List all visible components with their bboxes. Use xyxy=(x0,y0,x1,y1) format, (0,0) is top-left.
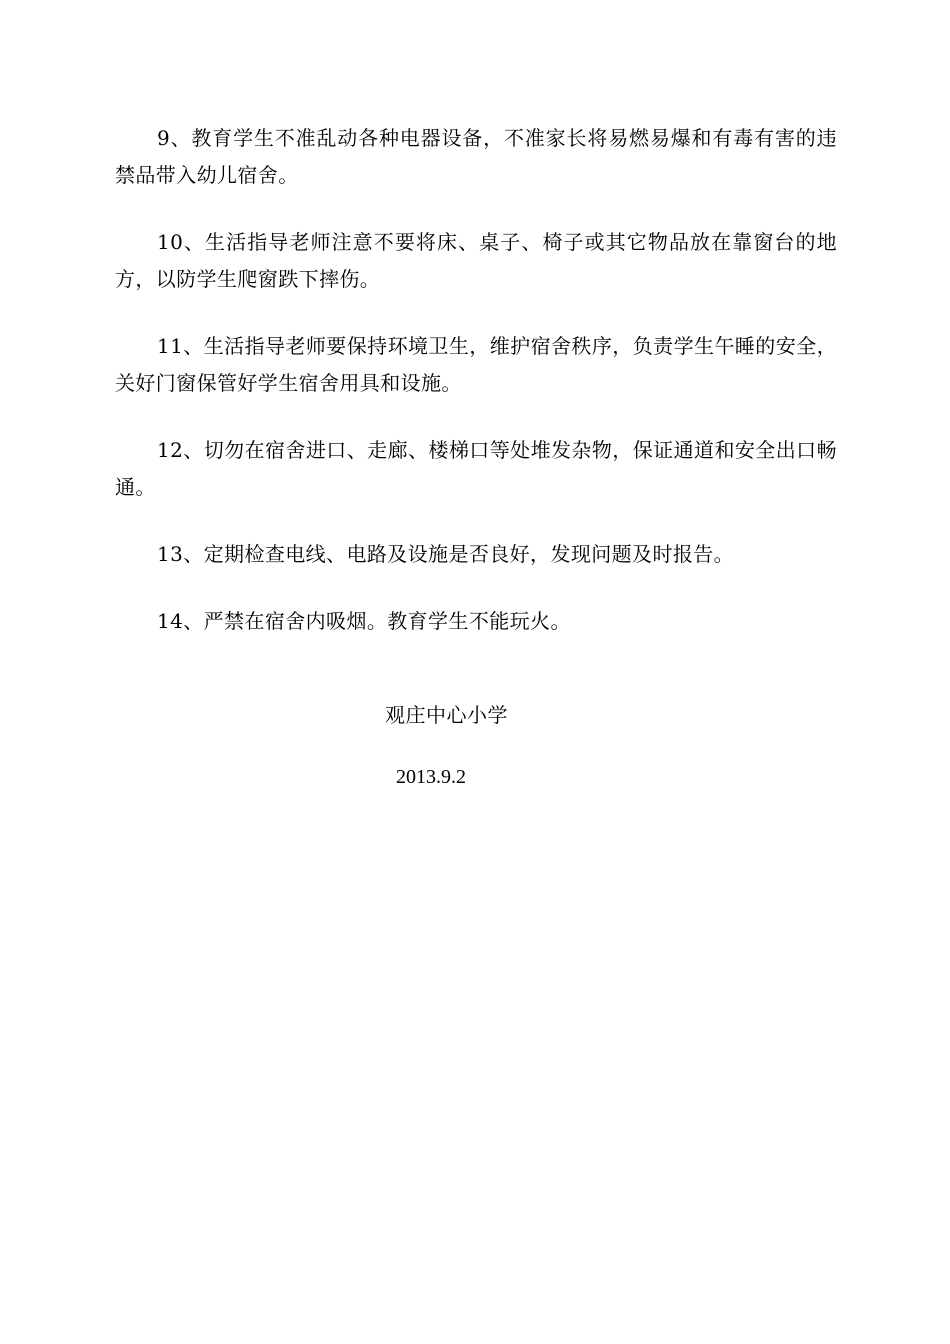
paragraph-13: 13、定期检查电线、电路及设施是否良好，发现问题及时报告。 xyxy=(157,542,735,566)
paragraph-10: 10、生活指导老师注意不要将床、桌子、椅子或其它物品放在靠窗台的地方，以防学生爬窗跌下摔伤。 xyxy=(115,230,837,291)
signature-date: 2013.9.2 xyxy=(396,766,466,788)
paragraph-9: 9、教育学生不准乱动各种电器设备，不准家长将易燃易爆和有毒有害的违禁品带入幼儿宿舍。 xyxy=(115,126,837,187)
paragraph-14: 14、严禁在宿舍内吸烟。教育学生不能玩火。 xyxy=(157,609,571,633)
document-body xyxy=(115,120,837,670)
signature-school-name: 观庄中心小学 xyxy=(385,703,508,727)
paragraph-12: 12、切勿在宿舍进口、走廊、楼梯口等处堆发杂物，保证通道和安全出口畅通。 xyxy=(115,438,837,499)
paragraph-11: 11、生活指导老师要保持环境卫生，维护宿舍秩序，负责学生午睡的安全，关好门窗保管好学生宿舍用具和设施。 xyxy=(115,334,837,395)
